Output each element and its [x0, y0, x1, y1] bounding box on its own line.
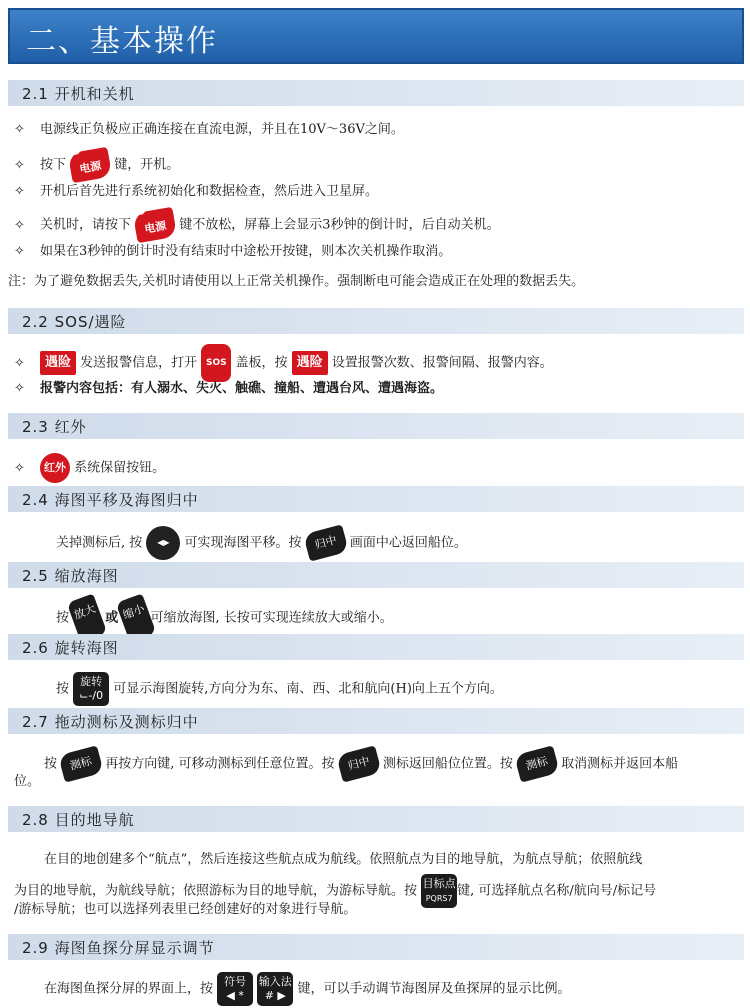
item-text: 可缩放海图, 长按可实现连续放大或缩小。 [150, 610, 393, 626]
sos-cover-icon: SOS [201, 344, 231, 382]
item-text: 如果在3秒钟的倒计时没有结束时中途松开按键，则本次关机操作取消。 [40, 244, 452, 259]
zoom-out-key-icon: 缩小 [116, 593, 157, 642]
cursor-key-icon: 测标 [514, 745, 560, 782]
item-text: 关掉测标后, 按 [56, 535, 143, 551]
home-key-icon: 归中 [336, 745, 382, 782]
section-header-2-4 [8, 486, 744, 512]
list-item [14, 210, 500, 240]
note-text: 注：为了避免数据丢失,关机时请使用以上正常关机操作。强制断电可能会造成正在处理的数据丢失。 [8, 274, 585, 289]
paragraph [56, 672, 503, 706]
paragraph-continuation: 位。 [14, 774, 41, 789]
paragraph [44, 750, 678, 778]
bullet-icon: ✧ [14, 184, 25, 199]
paragraph: /游标导航；也可以选择列表里已经创建好的对象进行导航。 [14, 902, 357, 917]
key-label: 符号 [224, 975, 247, 988]
item-text: 按 [44, 756, 58, 772]
item-text: 按下 [40, 157, 67, 173]
list-item [14, 242, 451, 262]
item-text: 按 [56, 681, 70, 697]
section-title: 2.3 红外 [22, 418, 87, 436]
bullet-icon: ✧ [14, 217, 25, 233]
key-label: 输入法 [258, 975, 292, 988]
power-key-icon: ⏻ 电源 [68, 147, 113, 183]
item-text: 为目的地导航，为航线导航；依照游标为目的地导航，为游标导航。按 [14, 883, 418, 899]
key-label: 目标点 [422, 877, 456, 890]
paragraph: 在目的地创建多个“航点”，然后连接这些航点成为航线。依照航点为目的地导航，为航点导航；依照航线 [44, 852, 643, 867]
paragraph [56, 597, 393, 639]
item-text: 在海图鱼探分屏的界面上，按 [44, 981, 214, 997]
section-header-2-5 [8, 562, 744, 588]
item-text: 键，开机。 [114, 157, 180, 173]
paragraph [44, 972, 570, 1006]
item-text: 键，可以手动调节海图屏及鱼探屏的显示比例。 [297, 981, 571, 997]
title-banner [8, 8, 744, 64]
cursor-key-icon: 测标 [58, 745, 104, 782]
section-header-2-8 [8, 806, 744, 832]
section-title: 2.1 开机和关机 [22, 85, 135, 103]
home-key-icon: 归中 [303, 524, 349, 561]
item-text: 发送报警信息，打开 [80, 355, 198, 371]
item-text: 或 [105, 610, 119, 626]
key-sublabel: PQRS7 [425, 894, 453, 903]
item-text: 设置报警次数、报警间隔、报警内容。 [331, 355, 553, 371]
bullet-icon: ✧ [14, 157, 25, 173]
item-text: 系统保留按钮。 [74, 460, 166, 476]
item-text: 可实现海图平移。按 [184, 535, 302, 551]
item-text: 关机时，请按下 [40, 217, 132, 233]
key-label: 旋转 [80, 675, 103, 688]
item-text: 电源线正负极应正确连接在直流电源，并且在10V～36V之间。 [40, 122, 404, 137]
power-key-icon: ⏻ 电源 [133, 207, 178, 243]
section-header-2-9 [8, 934, 744, 960]
bullet-icon: ✧ [14, 122, 25, 137]
section-header-2-3 [8, 413, 744, 439]
section-title: 2.7 拖动测标及测标归中 [22, 713, 199, 731]
waypoint-key-icon [421, 874, 457, 908]
list-item [14, 120, 404, 140]
item-text: 按 [56, 610, 70, 626]
distress-key-icon: 遇险 [292, 351, 328, 375]
section-title: 2.4 海图平移及海图归中 [22, 491, 199, 509]
section-title: 2.5 缩放海图 [22, 567, 119, 585]
bullet-icon: ✧ [14, 355, 25, 371]
zoom-in-key-icon: 放大 [67, 593, 108, 642]
section-header-2-2 [8, 308, 744, 334]
list-item [14, 453, 165, 483]
section-title: 2.9 海图鱼探分屏显示调节 [22, 939, 215, 957]
section-title: 2.2 SOS/遇险 [22, 313, 127, 331]
item-text: 可显示海图旋转,方向分为东、南、西、北和航向(H)向上五个方向。 [113, 681, 503, 697]
distress-key-icon: 遇险 [40, 351, 76, 375]
key-sublabel: # ▶ [264, 989, 286, 1002]
rotate-key-icon [73, 672, 109, 706]
section-header-2-1 [8, 80, 744, 106]
bullet-icon: ✧ [14, 381, 25, 396]
symbol-key-icon [217, 972, 253, 1006]
key-sublabel: ◀ * [226, 989, 244, 1002]
list-item [14, 344, 553, 382]
item-text: 再按方向键, 可移动测标到任意位置。按 [105, 756, 335, 772]
bullet-icon: ✧ [14, 460, 25, 476]
direction-pad-icon: ◀▶ [146, 526, 180, 560]
paragraph [56, 526, 467, 560]
list-item [14, 150, 179, 180]
bullet-icon: ✧ [14, 244, 25, 259]
item-text: 键, 可选择航点名称/航向号/标记号 [457, 883, 657, 899]
key-sublabel: ⌙-/0 [79, 689, 104, 702]
section-header-2-6 [8, 634, 744, 660]
item-text: 键不放松，屏幕上会显示3秒钟的倒计时，后自动关机。 [179, 217, 500, 233]
page-title: 二、基本操作 [26, 24, 218, 59]
item-text: 报警内容包括：有人溺水、失火、触礁、撞船、遭遇台风、遭遇海盗。 [40, 381, 444, 396]
input-method-key-icon [257, 972, 293, 1006]
item-text: 盖板，按 [235, 355, 288, 371]
item-text: 开机后首先进行系统初始化和数据检查，然后进入卫星屏。 [40, 184, 379, 199]
infrared-key-icon: 红外 [40, 453, 70, 483]
section-header-2-7 [8, 708, 744, 734]
item-text: 取消测标并返回本船 [561, 756, 679, 772]
list-item [14, 182, 378, 202]
section-title: 2.6 旋转海图 [22, 639, 119, 657]
list-item [14, 379, 443, 399]
item-text: 测标返回船位位置。按 [382, 756, 513, 772]
section-title: 2.8 目的地导航 [22, 811, 135, 829]
item-text: 画面中心返回船位。 [349, 535, 467, 551]
